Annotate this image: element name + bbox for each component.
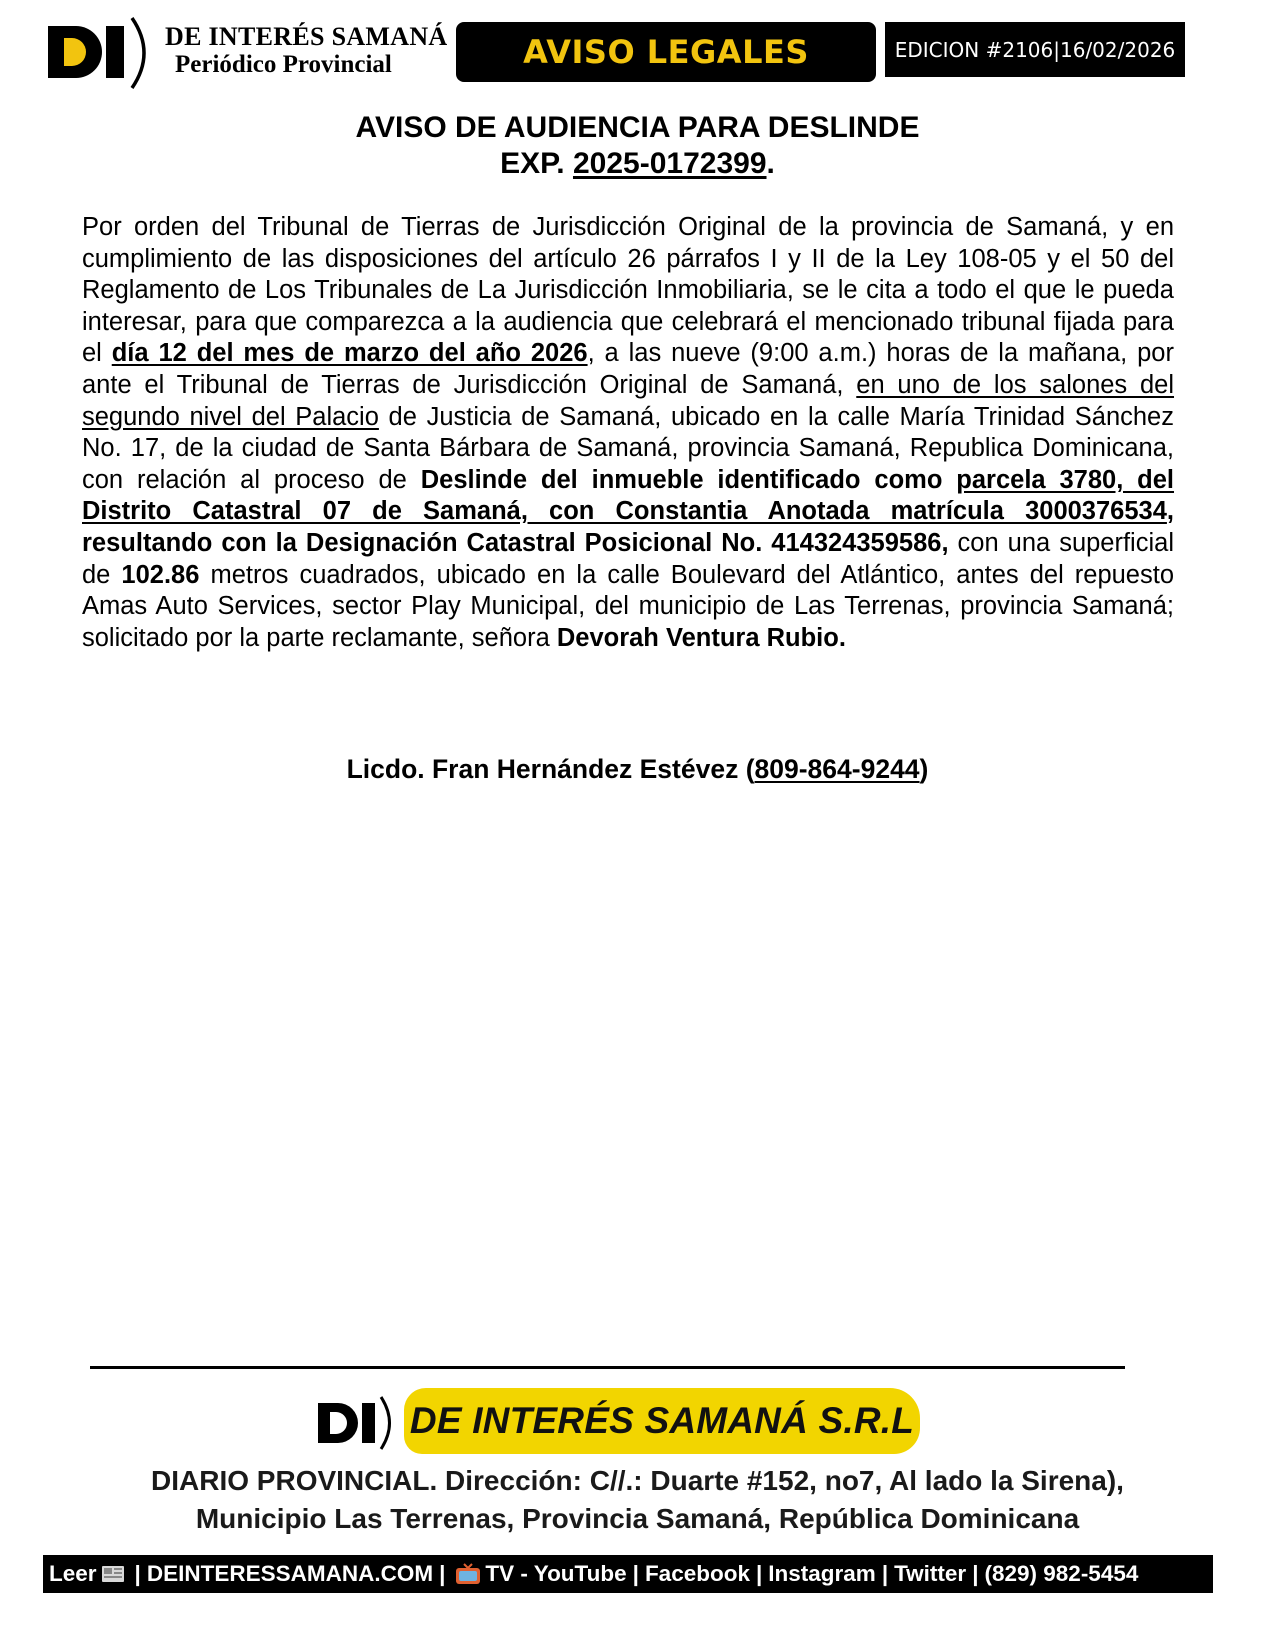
exp-suffix: . xyxy=(766,147,775,180)
signature-close: ) xyxy=(919,754,929,784)
exp-number: 2025-0172399 xyxy=(572,147,767,180)
hearing-date: día 12 del mes de marzo del año 2026 xyxy=(111,339,588,368)
website-link[interactable]: DEINTERESSAMANA.COM xyxy=(146,1561,434,1586)
company-banner xyxy=(404,1388,920,1454)
footer-divider xyxy=(90,1366,1125,1369)
surface-area: 102.86 xyxy=(121,560,200,589)
exp-prefix: EXP. xyxy=(500,147,573,180)
contact-phone: (829) 982-5454 xyxy=(984,1561,1139,1586)
edition-label: EDICION #2106|16/02/2026 xyxy=(885,22,1185,77)
body-part-5: metros cuadrados, ubicado en la calle Boulevard del Atlántico, antes del repuesto Amas Auto Services, sector Play Municipal, del municipio de Las Terrenas, provincia Samaná; solicitado por la parte reclamante, señora xyxy=(82,560,1175,652)
twitter-link[interactable]: Twitter xyxy=(894,1561,967,1586)
body-part-2: , a las nueve (9:00 a.m.) horas de la mañana, por ante el Tribunal de Tierras de Jurisdicción Original de Samaná, xyxy=(82,339,1174,399)
parcela-text: parcela 3780, del Distrito Catastral 07 de Samaná, con Constantia Anotada matrícula 3000376534 xyxy=(82,465,1174,526)
section-banner xyxy=(456,22,876,82)
footer-logo xyxy=(318,1395,398,1451)
designacion-text: , resultando con la Designación Catastral Posicional No. 414324359586, xyxy=(82,497,1174,557)
signature xyxy=(0,754,1275,785)
deslinde-text: Deslinde del inmueble identificado como xyxy=(420,465,957,494)
publication-subtitle: Periódico Provincial xyxy=(175,51,392,78)
body-part-1: Por orden del Tribunal de Tierras de Jurisdicción Original de la provincia de Samaná, y en cumplimiento de las disposiciones del artículo 26 párrafos I y II de la Ley 108-05 y el 50 del Reglamento de Los Tribunales de La Jurisdicción Inmobiliaria, se le cita a todo el que le pueda interesar, para que comparezca a la audiencia que celebrará el mencionado tribunal fijada para el xyxy=(82,213,1174,368)
company-name: DE INTERÉS SAMANÁ S.R.L xyxy=(409,1400,915,1441)
publication-logo xyxy=(48,16,153,90)
read-label: Leer xyxy=(49,1561,97,1586)
signature-name: Licdo. Fran Hernández Estévez ( xyxy=(346,754,755,784)
masthead xyxy=(165,24,447,77)
section-banner-label: AVISO LEGALES xyxy=(523,33,809,71)
notice-title xyxy=(0,110,1275,182)
hearing-venue: en uno de los salones del segundo nivel del Palacio xyxy=(82,370,1175,431)
body-part-4: con una superficial de xyxy=(82,528,1174,589)
publication-name: DE INTERÉS SAMANÁ xyxy=(165,22,448,51)
address-line-2: Municipio Las Terrenas, Provincia Samaná, República Dominicana xyxy=(195,1503,1080,1534)
notice-body xyxy=(82,212,1174,654)
television-icon xyxy=(455,1563,481,1585)
claimant-name: Devorah Ventura Rubio. xyxy=(556,623,846,652)
social-bar: Leer | DEINTERESSAMANA.COM | TV - YouTube | Facebook | Instagram | Twitter | (829) 982-5454 xyxy=(43,1555,1213,1593)
instagram-link[interactable]: Instagram xyxy=(768,1561,876,1586)
signature-phone: 809-864-9244 xyxy=(754,754,920,784)
newspaper-icon xyxy=(101,1564,125,1584)
address-line-1: DIARIO PROVINCIAL. Dirección: C//.: Duarte #152, no7, Al lado la Sirena), xyxy=(151,1465,1124,1496)
notice-exp-line xyxy=(0,146,1275,182)
facebook-link[interactable]: Facebook xyxy=(644,1561,750,1586)
footer-address xyxy=(0,1462,1275,1538)
notice-title-line1: AVISO DE AUDIENCIA PARA DESLINDE xyxy=(355,111,920,144)
tv-youtube-link[interactable]: TV - YouTube xyxy=(485,1561,627,1586)
body-part-3: de Justicia de Samaná, ubicado en la calle María Trinidad Sánchez No. 17, de la ciudad de Santa Bárbara de Samaná, provincia Samaná, Republica Dominicana, con relación al proceso de xyxy=(82,402,1174,494)
